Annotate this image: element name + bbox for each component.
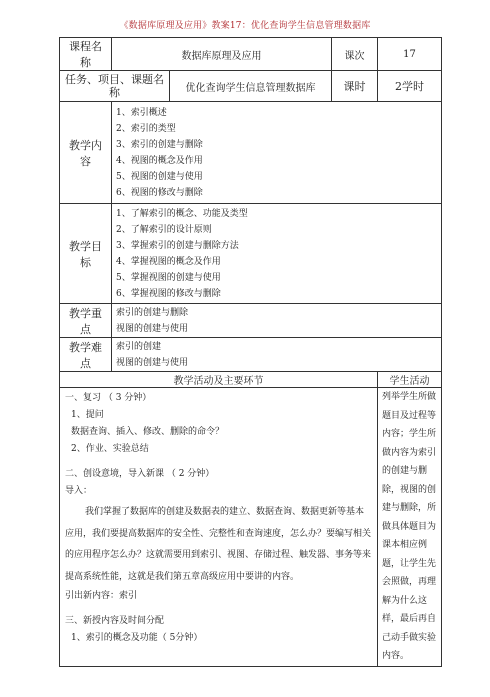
content-item: 5、视图的创建与使用 <box>116 171 203 182</box>
course-row <box>60 38 442 71</box>
intro-paragraph: 我们掌握了数据库的创建及数据表的建立、数据查询、数据更新等基本应用，我们要提高数据库的安全性、完整性和查询速度，怎么办？要编写相关的应用程序怎么办？这就需要用到索引、视图、存储过程、触发器、事务等来提高系统性能，这就是我们第五章高级应用中要讲的内容。 <box>65 507 372 582</box>
teaching-goals-label: 教学目标 <box>60 204 112 304</box>
intro-new-content: 引出新内容：索引 <box>65 591 138 601</box>
content-item: 4、视图的概念及作用 <box>116 155 203 166</box>
course-name-label: 课程名称 <box>60 38 112 71</box>
new-content-item-1: 1、索引的概念及功能（ 5分钟） <box>71 633 203 643</box>
content-item: 6、视图的修改与删除 <box>116 187 203 198</box>
task-row <box>60 71 442 102</box>
document-header: 《数据库原理及应用》教案17：优化查询学生信息管理数据库 <box>119 21 371 31</box>
activities-body-row <box>60 388 442 667</box>
review-item-1: 1、提问 <box>71 410 104 420</box>
difficulty-item: 视图的创建与使用 <box>116 357 189 368</box>
student-activity-text: 列举学生所做题目及过程等内容；学生所做内容为索引的创建与删除，视图的创建与删除，所做具体题目为课本相应例题，让学生先会照做，再理解为什么这样，最后再自己动手做实验内容。 <box>378 388 442 667</box>
task-name-value: 优化查询学生信息管理数据库 <box>170 71 332 102</box>
goal-item: 1、了解索引的概念、功能及类型 <box>116 208 248 219</box>
lesson-plan-table <box>59 37 442 667</box>
lesson-seq-label: 课次 <box>332 38 378 71</box>
hours-label: 课时 <box>332 71 378 102</box>
content-item: 1、索引概述 <box>116 107 167 118</box>
teaching-goals-list <box>112 204 442 304</box>
course-name-value: 数据库原理及应用 <box>112 38 332 71</box>
hours-value: 2学时 <box>378 71 442 102</box>
activities-body <box>60 388 378 667</box>
intro-label: 导入： <box>65 486 93 496</box>
key-point-item: 视图的创建与使用 <box>116 323 189 334</box>
key-points-row <box>60 304 442 338</box>
review-item-2: 2、作业、实验总结 <box>71 444 149 454</box>
intro-title: 二、创设意境，导入新课 （ 2 分钟） <box>65 469 215 479</box>
difficulty-item: 索引的创建 <box>116 341 162 352</box>
task-name-label: 任务、项目、课题名称 <box>60 71 170 102</box>
activities-header-row <box>60 372 442 388</box>
goal-item: 3、掌握索引的创建与删除方法 <box>116 240 239 251</box>
content-row <box>60 102 442 204</box>
activities-header: 教学活动及主要环节 <box>60 372 378 388</box>
key-points-list <box>112 304 442 338</box>
goal-item: 5、掌握视图的创建与使用 <box>116 272 221 283</box>
review-question: 数据查询、插入、修改、删除的命令？ <box>71 427 225 437</box>
difficulties-row <box>60 338 442 372</box>
goal-item: 6、掌握视图的修改与删除 <box>116 288 221 299</box>
student-activity-header: 学生活动 <box>378 372 442 388</box>
lesson-seq-value: 17 <box>378 38 442 71</box>
goal-item: 4、掌握视图的概念及作用 <box>116 256 221 267</box>
content-item: 3、索引的创建与删除 <box>116 139 203 150</box>
review-title: 一、复习 （ 3 分钟） <box>65 393 152 403</box>
teaching-content-label: 教学内容 <box>60 102 112 204</box>
key-points-label: 教学重点 <box>60 304 112 338</box>
difficulties-label: 教学难点 <box>60 338 112 372</box>
content-item: 2、索引的类型 <box>116 123 176 134</box>
teaching-content-list <box>112 102 442 204</box>
new-content-title: 三、新授内容及时间分配 <box>65 616 165 626</box>
goals-row <box>60 204 442 304</box>
difficulties-list <box>112 338 442 372</box>
goal-item: 2、了解索引的设计原则 <box>116 224 212 235</box>
key-point-item: 索引的创建与删除 <box>116 307 189 318</box>
